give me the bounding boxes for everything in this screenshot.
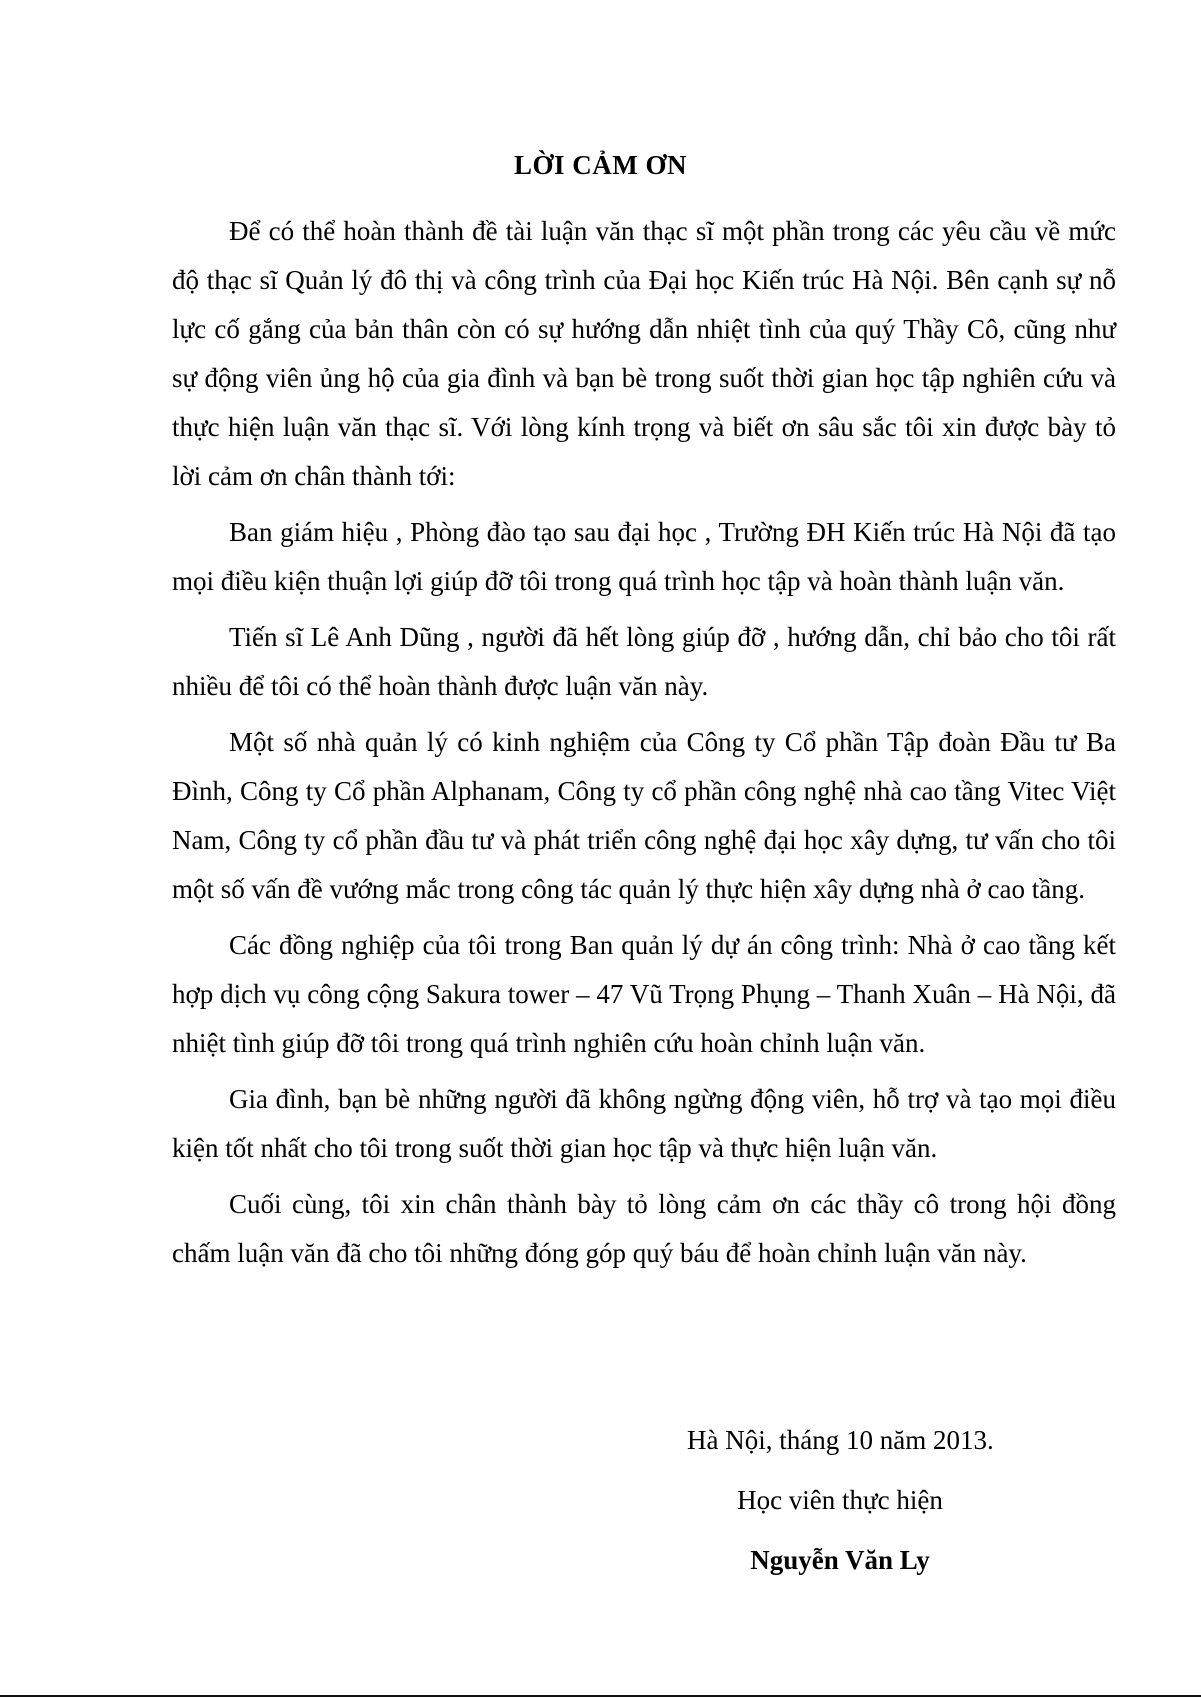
signer-name: Nguyễn Văn Ly: [750, 1545, 930, 1575]
page-bottom-divider: [0, 1695, 1201, 1697]
signature-block: [660, 1410, 1020, 1590]
signer-role: Học viên thực hiện: [737, 1485, 943, 1515]
paragraph-advisor: Tiến sĩ Lê Anh Dũng , người đã hết lòng giúp đỡ , hướng dẫn, chỉ bảo cho tôi rất nhiều để tôi có thể hoàn thành được luận văn này.: [172, 622, 1116, 701]
paragraph-school: Ban giám hiệu , Phòng đào tạo sau đại học , Trường ĐH Kiến trúc Hà Nội đã tạo mọi điều kiện thuận lợi giúp đỡ tôi trong quá trình học tập và hoàn thành luận văn.: [172, 517, 1116, 596]
paragraph-family: Gia đình, bạn bè những người đã không ngừng động viên, hỗ trợ và tạo mọi điều kiện tốt nhất cho tôi trong suốt thời gian học tập và thực hiện luận văn.: [172, 1084, 1116, 1163]
paragraph-colleagues: Các đồng nghiệp của tôi trong Ban quản lý dự án công trình: Nhà ở cao tầng kết hợp dịch vụ công cộng Sakura tower – 47 Vũ Trọng Phụng – Thanh Xuân – Hà Nội, đã nhiệt tình giúp đỡ tôi trong quá trình nghiên cứu hoàn chỉnh luận văn.: [172, 930, 1116, 1058]
paragraph-intro: Để có thể hoàn thành đề tài luận văn thạc sĩ một phần trong các yêu cầu về mức độ thạc sĩ Quản lý đô thị và công trình của Đại học Kiến trúc Hà Nội. Bên cạnh sự nỗ lực cố gắng của bản thân còn có sự hướng dẫn nhiệt tình của quý Thầy Cô, cũng như sự động viên ủng hộ của gia đình và bạn bè trong suốt thời gian học tập nghiên cứu và thực hiện luận văn thạc sĩ. Với lòng kính trọng và biết ơn sâu sắc tôi xin được bày tỏ lời cảm ơn chân thành tới:: [172, 216, 1116, 491]
place-date: Hà Nội, tháng 10 năm 2013.: [687, 1425, 994, 1455]
paragraph-companies: Một số nhà quản lý có kinh nghiệm của Công ty Cổ phần Tập đoàn Đầu tư Ba Đình, Công ty Cổ phần Alphanam, Công ty cổ phần công nghệ nhà cao tầng Vitec Việt Nam, Công ty cổ phần đầu tư và phát triển công nghệ đại học xây dựng, tư vấn cho tôi một số vấn đề vướng mắc trong công tác quản lý thực hiện xây dựng nhà ở cao tầng.: [172, 727, 1116, 904]
acknowledgement-body: [172, 207, 1116, 1285]
page-title: LỜI CẢM ƠN: [514, 150, 687, 180]
paragraph-committee: Cuối cùng, tôi xin chân thành bày tỏ lòng cảm ơn các thầy cô trong hội đồng chấm luận văn đã cho tôi những đóng góp quý báu để hoàn chỉnh luận văn này.: [172, 1189, 1116, 1268]
